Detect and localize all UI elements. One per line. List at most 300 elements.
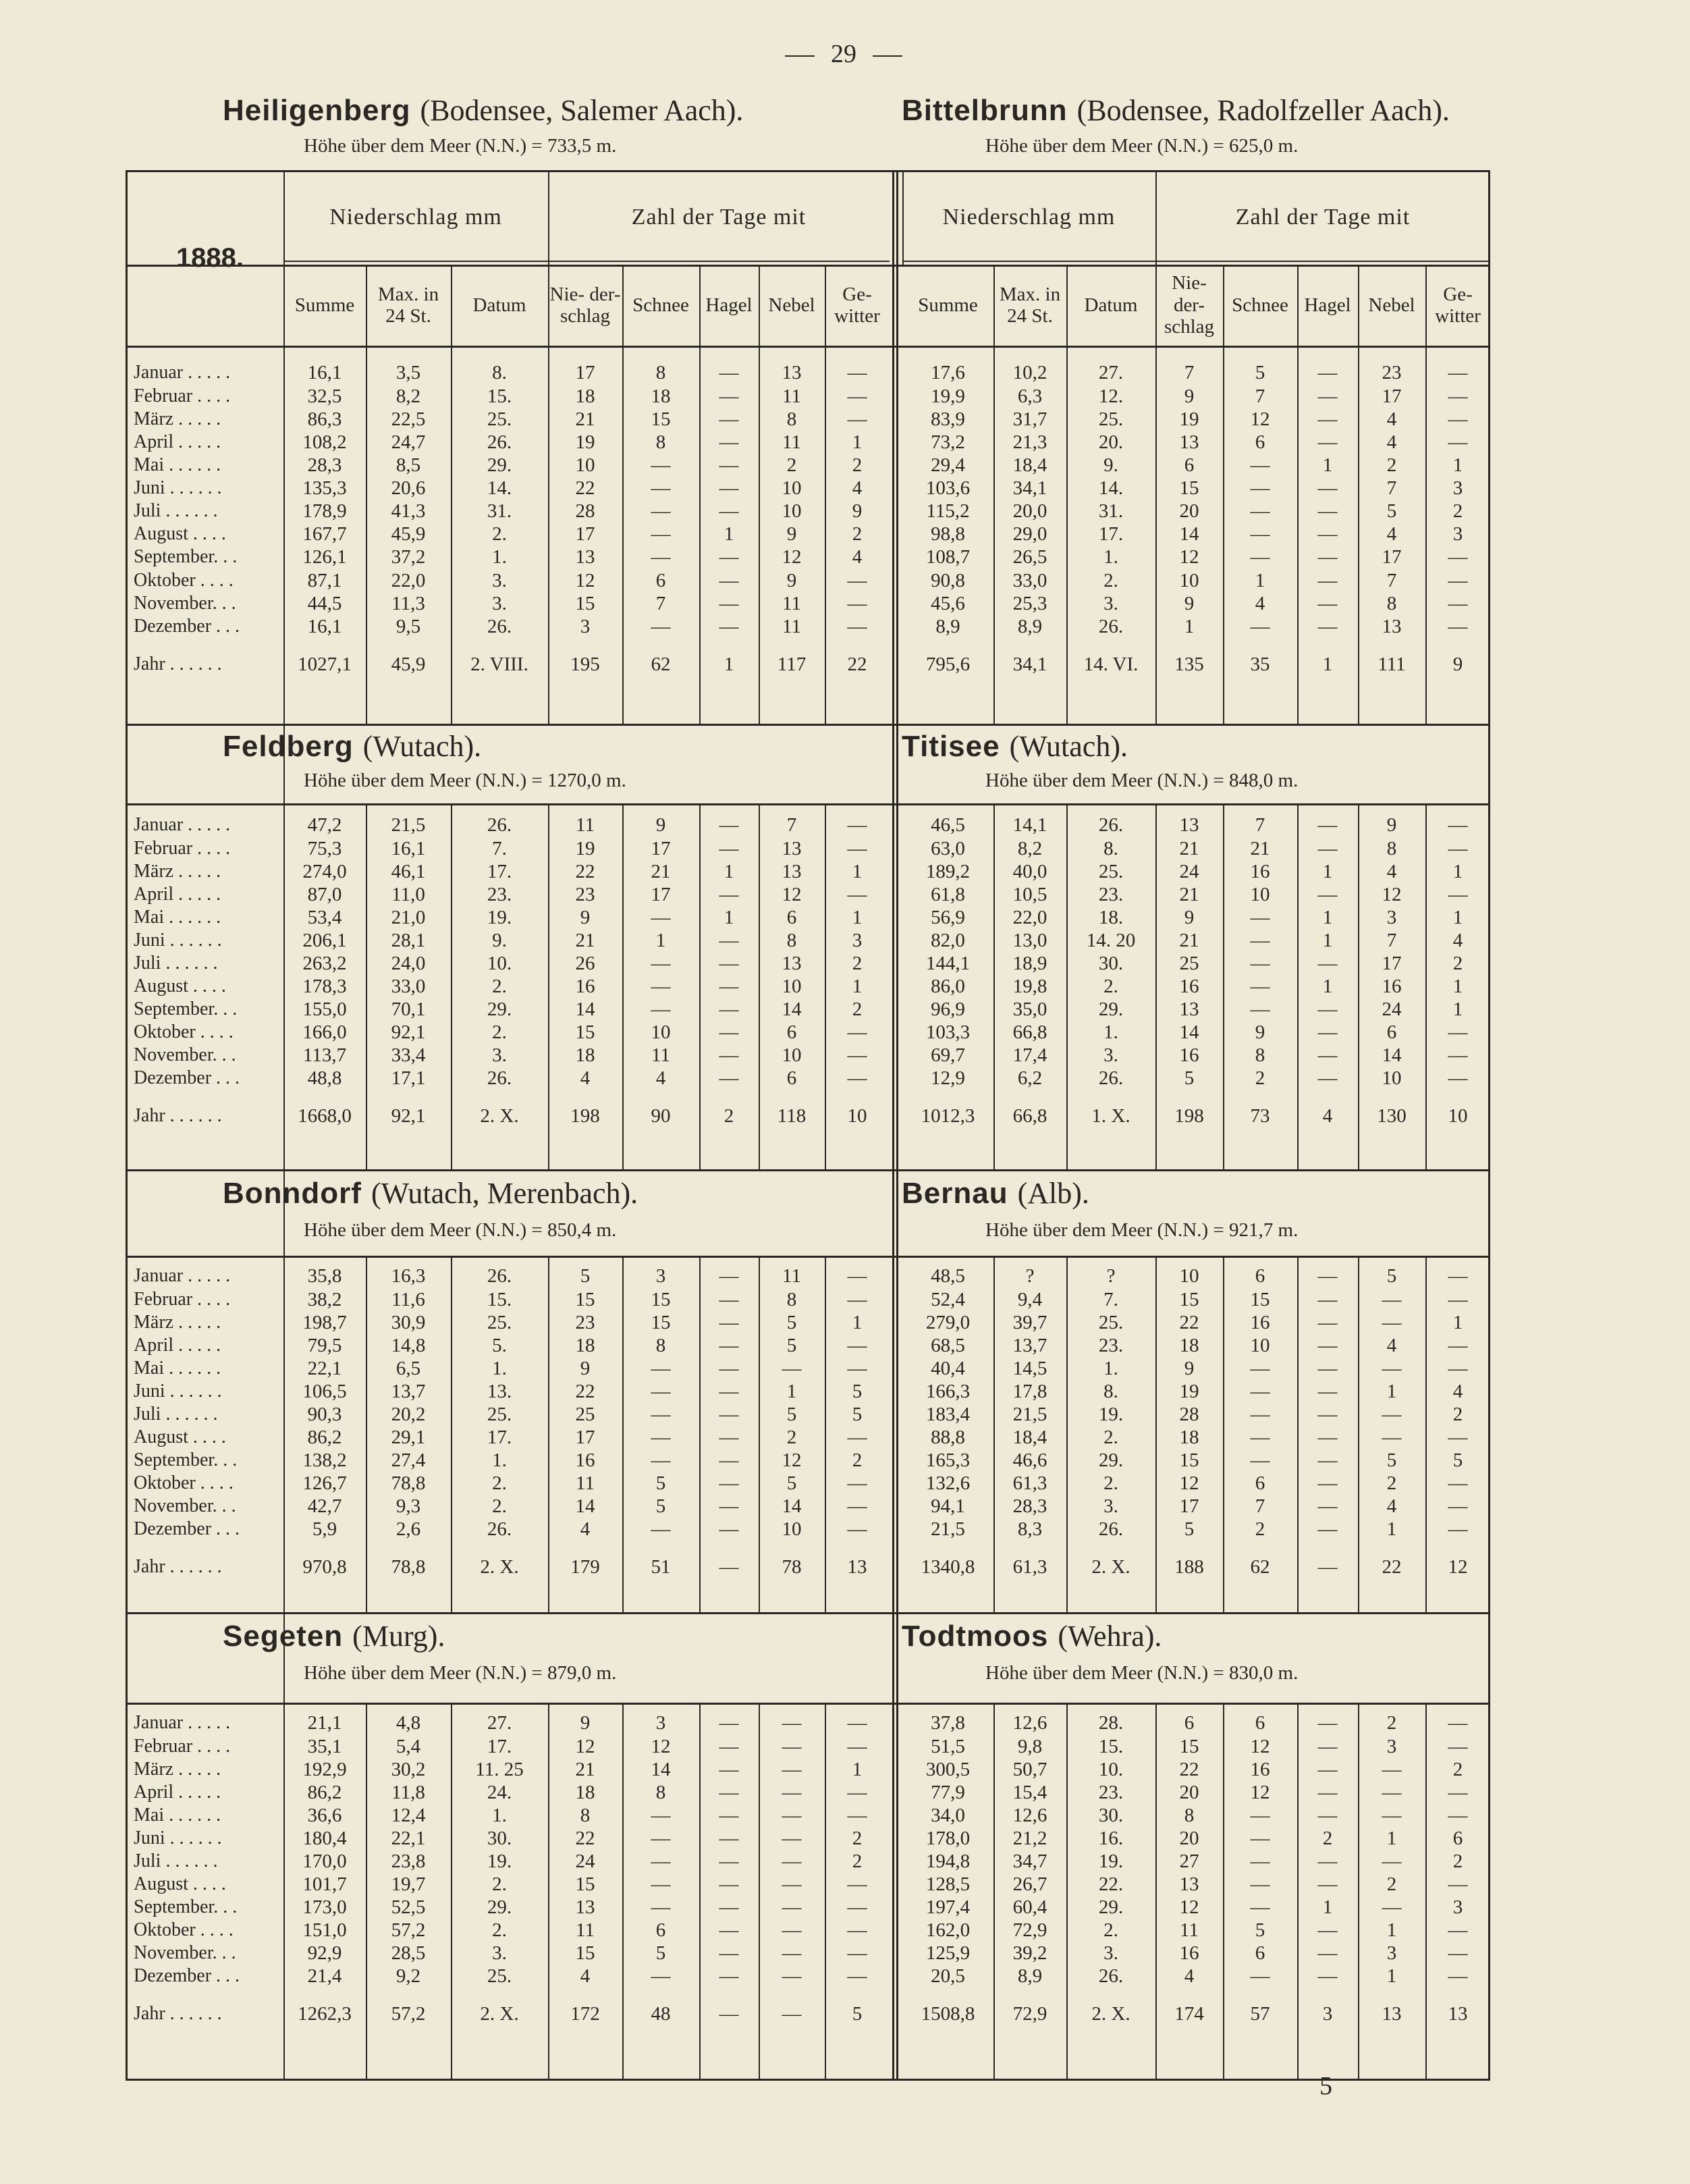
data-cell: 27. (1098, 362, 1124, 383)
data-cell: — (1448, 1736, 1468, 1757)
data-cell: 21,5 (931, 1518, 965, 1540)
data-cell: 3. (492, 570, 507, 591)
footer-number: 5 (1319, 2072, 1332, 2100)
data-cell: 23. (487, 884, 512, 905)
data-cell: 9 (580, 1358, 591, 1379)
data-cell: 44,5 (307, 593, 342, 614)
data-cell: 34,0 (931, 1805, 965, 1826)
data-cell: 4 (1184, 1965, 1195, 1987)
data-cell: 33,4 (391, 1044, 426, 1066)
data-cell: 3,5 (396, 362, 421, 383)
data-cell: 2 (1452, 953, 1463, 974)
data-cell: 19. (1098, 1404, 1124, 1425)
data-cell: 14,1 (1012, 814, 1047, 836)
data-cell: 3. (1103, 593, 1118, 614)
data-cell: 11 (576, 814, 595, 836)
month-label: März . . . . . (134, 408, 221, 429)
data-cell: — (847, 593, 867, 614)
data-cell: 17,8 (1012, 1381, 1047, 1402)
month-label: März . . . . . (134, 1759, 221, 1780)
data-cell: 47,2 (307, 814, 342, 836)
data-cell: — (847, 362, 867, 383)
data-cell: 1340,8 (921, 1556, 975, 1578)
data-cell: 8 (1386, 593, 1397, 614)
month-label: Juni . . . . . . (134, 930, 222, 951)
data-cell: — (719, 953, 739, 974)
data-cell: 25 (575, 1404, 595, 1425)
data-cell: 14 (1382, 1044, 1402, 1066)
data-cell: — (1250, 477, 1270, 499)
data-cell: 8 (786, 408, 797, 430)
month-label: Februar . . . . (134, 838, 231, 859)
data-cell: — (1448, 1289, 1468, 1310)
data-cell: — (847, 838, 867, 859)
data-cell: 1027,1 (298, 654, 352, 675)
data-cell: 6 (1255, 1265, 1265, 1287)
data-cell: — (1317, 1289, 1338, 1310)
data-cell: 35 (1250, 654, 1270, 675)
data-cell: 20 (1179, 1782, 1199, 1803)
data-cell: 28,3 (307, 454, 342, 476)
data-cell: 1 (1322, 1896, 1333, 1918)
data-cell: — (719, 385, 739, 407)
data-cell: 5 (1184, 1067, 1195, 1089)
section-rule (126, 1612, 1490, 1614)
data-cell: — (651, 616, 671, 637)
data-cell: 21 (1179, 884, 1199, 905)
data-cell: 8,2 (396, 385, 421, 407)
data-cell: 10 (1250, 884, 1270, 905)
data-cell: — (1250, 1896, 1270, 1918)
data-cell: — (651, 546, 671, 568)
data-cell: — (1448, 546, 1468, 568)
data-cell: 17. (1098, 523, 1124, 545)
data-cell: 21 (1179, 838, 1199, 859)
data-cell: 9 (786, 570, 797, 591)
data-cell: — (719, 1021, 739, 1043)
data-cell: 179 (570, 1556, 600, 1578)
data-cell: — (719, 2003, 739, 2025)
data-cell: — (1448, 431, 1468, 453)
data-cell: — (782, 1919, 802, 1941)
subheader-column-rule (1297, 265, 1299, 346)
subheader-column-rule (759, 265, 760, 346)
month-label: März . . . . . (134, 1312, 221, 1333)
data-cell: — (719, 1312, 739, 1333)
data-cell: 1. (1103, 546, 1118, 568)
data-cell: — (1317, 500, 1338, 522)
data-cell: — (719, 1265, 739, 1287)
subheader-summe-left: Summe (294, 294, 355, 316)
data-cell: 18 (1179, 1335, 1199, 1356)
data-cell: 31. (487, 500, 512, 522)
data-cell: — (1382, 1312, 1402, 1333)
data-cell: 1 (1322, 861, 1333, 882)
data-cell: — (1317, 431, 1338, 453)
data-cell: 2 (1386, 1873, 1397, 1895)
data-cell: 61,3 (1012, 1472, 1047, 1494)
data-cell: — (782, 1805, 802, 1826)
data-cell: 6 (1184, 454, 1195, 476)
data-cell: 12,6 (1012, 1712, 1047, 1734)
data-cell: — (1448, 1518, 1468, 1540)
data-cell: — (1250, 930, 1270, 951)
data-cell: 10 (1179, 1265, 1199, 1287)
data-cell: 4 (852, 477, 863, 499)
station-title (902, 1176, 1089, 1210)
data-cell: 4 (580, 1965, 591, 1987)
data-cell: — (782, 1759, 802, 1780)
data-cell: 13 (1179, 814, 1199, 836)
data-cell: 19,8 (1012, 976, 1047, 997)
data-cell: 22 (575, 861, 595, 882)
data-cell: 21,0 (391, 907, 426, 928)
data-cell: — (719, 500, 739, 522)
data-cell: 8,9 (1017, 1965, 1043, 1987)
data-cell: 28 (575, 500, 595, 522)
station-title (223, 1619, 445, 1653)
data-cell: 21,4 (307, 1965, 342, 1987)
data-cell: 13. (487, 1381, 512, 1402)
data-cell: 3 (1452, 523, 1463, 545)
data-cell: 8 (655, 1335, 666, 1356)
month-label: März . . . . . (134, 861, 221, 882)
data-cell: 3 (655, 1712, 666, 1734)
subheader-gewitter-right: Ge- witter (1435, 283, 1481, 327)
data-cell: — (719, 1518, 739, 1540)
data-cell: — (1250, 1358, 1270, 1379)
data-cell: — (1382, 1805, 1402, 1826)
data-cell: 2. (1103, 1427, 1118, 1448)
data-cell: — (651, 1805, 671, 1826)
data-cell: — (719, 1736, 739, 1757)
data-cell: 12,4 (391, 1805, 426, 1826)
subheader-column-rule (1223, 265, 1224, 346)
data-cell: 17 (1179, 1495, 1199, 1517)
data-cell: — (651, 1427, 671, 1448)
data-cell: 32,5 (307, 385, 342, 407)
data-cell: — (847, 1044, 867, 1066)
data-cell: — (1448, 838, 1468, 859)
data-cell: 15 (1179, 1736, 1199, 1757)
data-cell: 198,7 (302, 1312, 347, 1333)
data-cell: 15 (575, 1873, 595, 1895)
data-cell: — (719, 1896, 739, 1918)
data-cell: 1 (1452, 976, 1463, 997)
data-cell: 25. (487, 408, 512, 430)
data-cell: 1 (1452, 1312, 1463, 1333)
data-cell: 3. (1103, 1495, 1118, 1517)
data-cell: 4 (1322, 1105, 1333, 1127)
data-cell: 9,2 (396, 1965, 421, 1987)
data-cell: 8 (786, 930, 797, 951)
data-cell: 125,9 (925, 1942, 971, 1964)
data-cell: — (1317, 1335, 1338, 1356)
data-cell: — (719, 814, 739, 836)
data-cell: 60,4 (1012, 1896, 1047, 1918)
data-cell: 155,0 (302, 998, 347, 1020)
data-cell: 92,9 (307, 1942, 342, 1964)
data-cell: 6 (1452, 1828, 1463, 1849)
data-cell: 2. X. (1091, 2003, 1130, 2025)
data-cell: 20. (1098, 431, 1124, 453)
station-region: (Murg). (352, 1620, 445, 1653)
subheader-summe-right: Summe (918, 294, 978, 316)
station-elevation: Höhe über dem Meer (N.N.) = 850,4 m. (304, 1219, 617, 1241)
data-cell: 1 (852, 861, 863, 882)
data-cell: — (1317, 1965, 1338, 1987)
data-cell: 8 (1255, 1044, 1265, 1066)
data-cell: 12,6 (1012, 1805, 1047, 1826)
data-cell: 4 (580, 1518, 591, 1540)
data-cell: — (651, 998, 671, 1020)
data-cell: — (651, 1896, 671, 1918)
data-cell: 165,3 (925, 1449, 971, 1471)
data-cell: 1508,8 (921, 2003, 975, 2025)
data-cell: 12 (782, 546, 802, 568)
data-cell: 13 (1179, 1873, 1199, 1895)
data-cell: 300,5 (925, 1759, 971, 1780)
data-cell: 12 (1250, 408, 1270, 430)
data-cell: — (1317, 1067, 1338, 1089)
data-cell: 21 (575, 930, 595, 951)
data-cell: 101,7 (302, 1873, 347, 1895)
data-cell: 48 (651, 2003, 671, 2025)
data-cell: 19 (575, 838, 595, 859)
month-label: Mai . . . . . . (134, 1358, 221, 1379)
month-label: Jahr . . . . . . (134, 2003, 222, 2024)
subheader-column-rule (548, 265, 549, 346)
data-cell: 22,0 (1012, 907, 1047, 928)
data-cell: 34,1 (1012, 477, 1047, 499)
data-cell: 172 (570, 2003, 600, 2025)
data-cell: 1 (724, 907, 734, 928)
data-cell: 2. (492, 1873, 507, 1895)
data-cell: 12 (1179, 1472, 1199, 1494)
data-cell: — (1317, 1381, 1338, 1402)
data-cell: — (847, 616, 867, 637)
data-cell: — (719, 930, 739, 951)
data-cell: — (719, 1404, 739, 1425)
data-cell: 15 (1179, 1449, 1199, 1471)
data-cell: — (847, 1021, 867, 1043)
data-cell: 13 (1382, 616, 1402, 637)
data-cell: — (1448, 1427, 1468, 1448)
data-cell: 15 (651, 1312, 671, 1333)
data-cell: — (651, 1381, 671, 1402)
data-cell: 9 (1184, 385, 1195, 407)
data-cell: 18 (575, 1335, 595, 1356)
subheader-column-rule (451, 265, 452, 346)
data-cell: 5 (1255, 1919, 1265, 1941)
data-cell: 25 (1179, 953, 1199, 974)
data-cell: 195 (570, 654, 600, 675)
data-cell: — (719, 1805, 739, 1826)
data-cell: — (847, 1736, 867, 1757)
data-cell: — (1448, 1782, 1468, 1803)
data-cell: 94,1 (931, 1495, 965, 1517)
data-cell: 16 (1250, 1312, 1270, 1333)
data-cell: 9 (1184, 907, 1195, 928)
data-cell: 2. (492, 1495, 507, 1517)
data-cell: 13 (1448, 2003, 1468, 2025)
data-cell: 30. (1098, 1805, 1124, 1826)
data-cell: 8 (655, 362, 666, 383)
data-cell: — (651, 1358, 671, 1379)
data-cell: 11 (651, 1044, 670, 1066)
data-cell: 9 (852, 500, 863, 522)
data-cell: — (719, 1759, 739, 1780)
data-cell: 2 (786, 454, 797, 476)
data-cell: 66,8 (1012, 1105, 1047, 1127)
data-cell: — (847, 570, 867, 591)
subheader-column-rule (993, 265, 995, 346)
data-cell: — (1317, 1495, 1338, 1517)
data-cell: 1012,3 (921, 1105, 975, 1127)
data-cell: 21 (575, 1759, 595, 1780)
subheader-hagel-right: Hagel (1304, 294, 1351, 316)
data-cell: 16,1 (391, 838, 426, 859)
data-cell: 11,3 (391, 593, 425, 614)
data-cell: 3. (492, 593, 507, 614)
data-cell: 16,1 (307, 616, 342, 637)
data-cell: — (651, 1850, 671, 1872)
data-cell: 23. (1098, 884, 1124, 905)
data-cell: 10 (782, 976, 802, 997)
data-cell: — (847, 1965, 867, 1987)
data-cell: 17. (487, 1427, 512, 1448)
data-cell: 10 (782, 1518, 802, 1540)
station-name: Bittelbrunn (902, 94, 1068, 127)
data-cell: — (1382, 1404, 1402, 1425)
data-cell: 78,8 (391, 1556, 426, 1578)
data-cell: 6 (655, 1919, 666, 1941)
station-elevation: Höhe über dem Meer (N.N.) = 1270,0 m. (304, 770, 626, 791)
data-cell: — (782, 1850, 802, 1872)
data-cell: 46,1 (391, 861, 426, 882)
data-cell: — (847, 1782, 867, 1803)
month-label: Januar . . . . . (134, 362, 231, 383)
data-cell: 4 (1386, 431, 1397, 453)
data-cell: 21,5 (391, 814, 426, 836)
station-title (223, 93, 743, 128)
data-cell: 7 (1386, 477, 1397, 499)
subheader-column-rule (1425, 265, 1427, 346)
data-cell: 17 (651, 884, 671, 905)
data-cell: 16,1 (307, 362, 342, 383)
data-cell: 9 (786, 523, 797, 545)
data-cell: 5 (1386, 1449, 1397, 1471)
data-cell: 18 (575, 1782, 595, 1803)
station-name: Feldberg (223, 730, 354, 763)
data-cell: 12 (1382, 884, 1402, 905)
data-cell: — (719, 838, 739, 859)
data-cell: 13 (1179, 431, 1199, 453)
data-cell: 8 (1386, 838, 1397, 859)
data-cell: 11 (782, 593, 801, 614)
data-cell: — (651, 477, 671, 499)
data-cell: 167,7 (302, 523, 347, 545)
data-cell: — (847, 1335, 867, 1356)
station-title (223, 729, 481, 764)
data-cell: 12 (1448, 1556, 1468, 1578)
data-cell: 1. (492, 1358, 507, 1379)
data-cell: 51,5 (931, 1736, 965, 1757)
data-cell: — (1317, 1044, 1338, 1066)
data-cell: 4 (1386, 1335, 1397, 1356)
data-cell: 23 (575, 884, 595, 905)
data-cell: — (1317, 1021, 1338, 1043)
data-cell: 5,9 (312, 1518, 337, 1540)
data-cell: 3. (492, 1942, 507, 1964)
data-cell: — (1448, 408, 1468, 430)
data-cell: 14. VI. (1083, 654, 1139, 675)
data-cell: 128,5 (925, 1873, 971, 1895)
data-cell: 3 (1386, 1942, 1397, 1964)
data-cell: — (1382, 1427, 1402, 1448)
subheader-nieder-right: Nie- der- schlag (1164, 272, 1215, 338)
data-cell: 15 (1179, 477, 1199, 499)
data-cell: 20,5 (931, 1965, 965, 1987)
data-cell: — (1317, 408, 1338, 430)
data-cell: 15 (1179, 1289, 1199, 1310)
data-cell: — (719, 1067, 739, 1089)
month-label: August . . . . (134, 1873, 226, 1894)
data-cell: 42,7 (307, 1495, 342, 1517)
data-cell: — (1448, 884, 1468, 905)
data-cell: 6 (1386, 1021, 1397, 1043)
month-label: Juli . . . . . . (134, 500, 218, 521)
station-elevation: Höhe über dem Meer (N.N.) = 848,0 m. (985, 770, 1299, 791)
data-cell: 1 (1386, 1919, 1397, 1941)
data-cell: 1 (1452, 454, 1463, 476)
data-cell: 25. (1098, 861, 1124, 882)
data-cell: 206,1 (302, 930, 347, 951)
data-cell: — (1250, 454, 1270, 476)
data-cell: 6 (786, 907, 797, 928)
data-cell: — (1317, 1850, 1338, 1872)
data-cell: — (1448, 1919, 1468, 1941)
data-cell: 69,7 (931, 1044, 965, 1066)
data-cell: 2. VIII. (470, 654, 528, 675)
data-cell: 19,7 (391, 1873, 426, 1895)
data-cell: 180,4 (302, 1828, 347, 1849)
data-cell: 2 (1322, 1828, 1333, 1849)
data-cell: 1. (492, 1805, 507, 1826)
data-cell: 2. (492, 1472, 507, 1494)
data-cell: 63,0 (931, 838, 965, 859)
data-cell: 2. (492, 1021, 507, 1043)
data-cell: 3. (1103, 1044, 1118, 1066)
center-double-rule (892, 170, 898, 2081)
data-cell: 24,7 (391, 431, 426, 453)
group-header-zahl-left: Zahl der Tage mit (631, 204, 807, 230)
data-cell: 1 (1452, 998, 1463, 1020)
data-cell: 17 (1382, 385, 1402, 407)
data-cell: 5 (655, 1472, 666, 1494)
data-cell: 4 (1386, 1495, 1397, 1517)
data-cell: 21,1 (307, 1712, 342, 1734)
data-cell: 19 (1179, 408, 1199, 430)
data-cell: — (847, 408, 867, 430)
data-cell: 27. (487, 1712, 512, 1734)
data-cell: 1 (1322, 930, 1333, 951)
data-cell: — (719, 1556, 739, 1578)
data-cell: 13 (575, 546, 595, 568)
station-title (902, 1619, 1162, 1653)
data-cell: 45,9 (391, 523, 426, 545)
data-cell: 46,5 (931, 814, 965, 836)
